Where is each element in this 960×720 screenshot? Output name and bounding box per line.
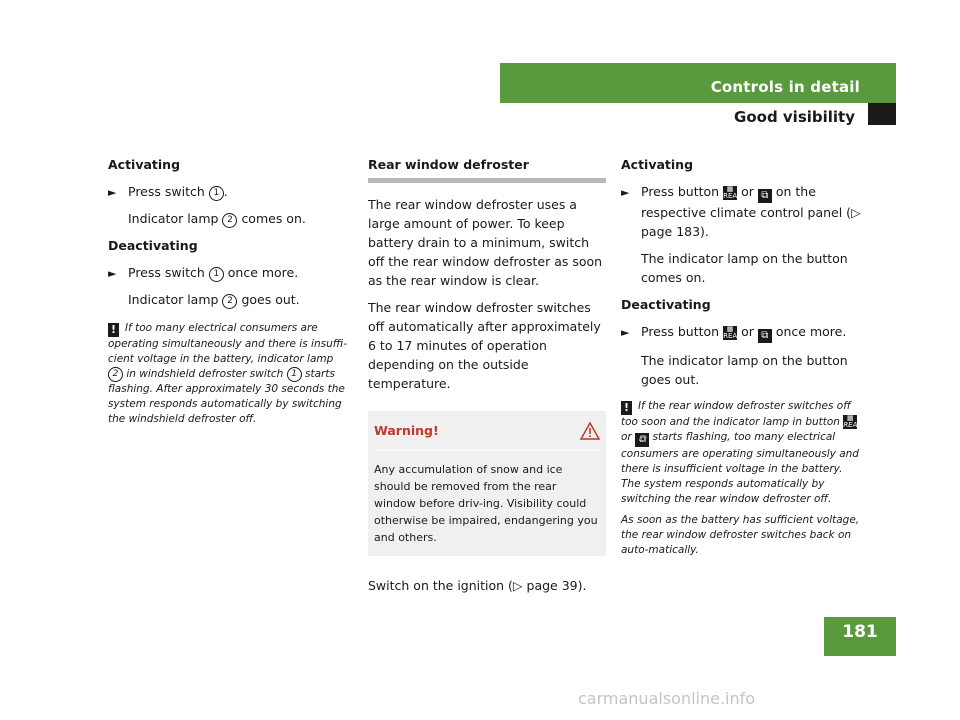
triangle-bullet-icon: ►: [108, 186, 117, 199]
column-windshield-defroster: [108, 155, 348, 427]
deactivate-step: ► Press switch 1 once more.: [108, 263, 348, 282]
deactivate-result: The indicator lamp on the button goes out.: [641, 353, 848, 387]
warning-box: [368, 411, 606, 556]
voltage-restored-note: As soon as the battery has sufficient voltage, the rear window defroster switches back on auto-matically.: [621, 514, 860, 556]
heated-window-button-icon: ⧉: [758, 189, 772, 203]
activate-step: ► Press switch 1 .: [108, 182, 348, 201]
warning-header: [374, 421, 600, 451]
warning-triangle-icon: [580, 422, 600, 440]
lamp-ref: 2: [222, 213, 237, 228]
activating-heading: Activating: [108, 157, 181, 172]
header-marker: [868, 103, 896, 125]
rear-defrost-button-icon: ▦ REAR: [723, 325, 743, 340]
warning-title: Warning!: [374, 423, 439, 438]
voltage-note: ! If too many electrical consumers are operating simultaneously and there is insuffi-cient voltage in the battery, indicator lamp 2 in windshield defroster switch 1 starts flashing. After approximately 30 seconds the system responds automatically by switching the windshield defroster off.: [108, 322, 348, 425]
triangle-bullet-icon: ►: [108, 267, 117, 280]
lamp-ref: 2: [108, 367, 123, 382]
column-rear-controls: [621, 155, 865, 558]
deactivating-heading: Deactivating: [621, 297, 711, 312]
heated-window-button-icon: ⧉: [758, 329, 772, 343]
ignition-instruction: Switch on the ignition (▷ page 39).: [368, 578, 587, 593]
warning-body: Any accumulation of snow and ice should be removed from the rear window before driv-ing. Visibility could otherwise be impaired, endangering you and others.: [374, 463, 598, 544]
switch-ref: 1: [287, 367, 302, 382]
rear-defrost-button-icon: ▦ REAR: [723, 185, 743, 200]
page-number: 181: [842, 622, 878, 642]
flashing-note: ! If the rear window defroster switches off too soon and the indicator lamp in button ▦ REAR or ⧉ starts flashing, too many electrical consumers are operating simultaneously and there is insufficient voltage in the battery. The system responds automatically by switching the rear window defroster off.: [621, 400, 863, 505]
deactivate-step: ► Press button ▦ REAR or ⧉ once more.: [621, 324, 847, 341]
exclamation-icon: !: [108, 323, 119, 337]
activate-result: The indicator lamp on the button comes on.: [641, 251, 848, 285]
switch-ref: 1: [209, 267, 224, 282]
exclamation-icon: !: [621, 401, 632, 415]
triangle-bullet-icon: ►: [621, 326, 630, 339]
heated-window-button-icon: ⧉: [635, 433, 649, 447]
switch-ref: 1: [209, 186, 224, 201]
section-title: Controls in detail: [710, 78, 860, 96]
activating-heading: Activating: [621, 157, 694, 172]
subsection-title: Good visibility: [734, 108, 855, 126]
triangle-bullet-icon: ►: [621, 186, 630, 199]
activate-step: ► Press button ▦ REAR or ⧉ on the respective climate control panel (▷ page 183).: [621, 184, 861, 239]
rear-defrost-button-icon: ▦ REAR: [843, 414, 863, 429]
paragraph-power: The rear window defroster uses a large amount of power. To keep battery drain to a minimum, switch off the rear window defroster as soon as the rear window is clear.: [368, 197, 603, 288]
deactivate-result: Indicator lamp 2 goes out.: [128, 292, 300, 307]
activate-result: Indicator lamp 2 comes on.: [128, 211, 306, 226]
watermark: carmanualsonline.info: [578, 689, 756, 708]
lamp-ref: 2: [222, 294, 237, 309]
column-rear-defroster: [368, 155, 606, 603]
rear-defroster-title: Rear window defroster: [368, 155, 606, 183]
paragraph-auto-off: The rear window defroster switches off automatically after approximately 6 to 17 minutes of operation depending on the outside temperature.: [368, 300, 601, 391]
deactivating-heading: Deactivating: [108, 238, 198, 253]
